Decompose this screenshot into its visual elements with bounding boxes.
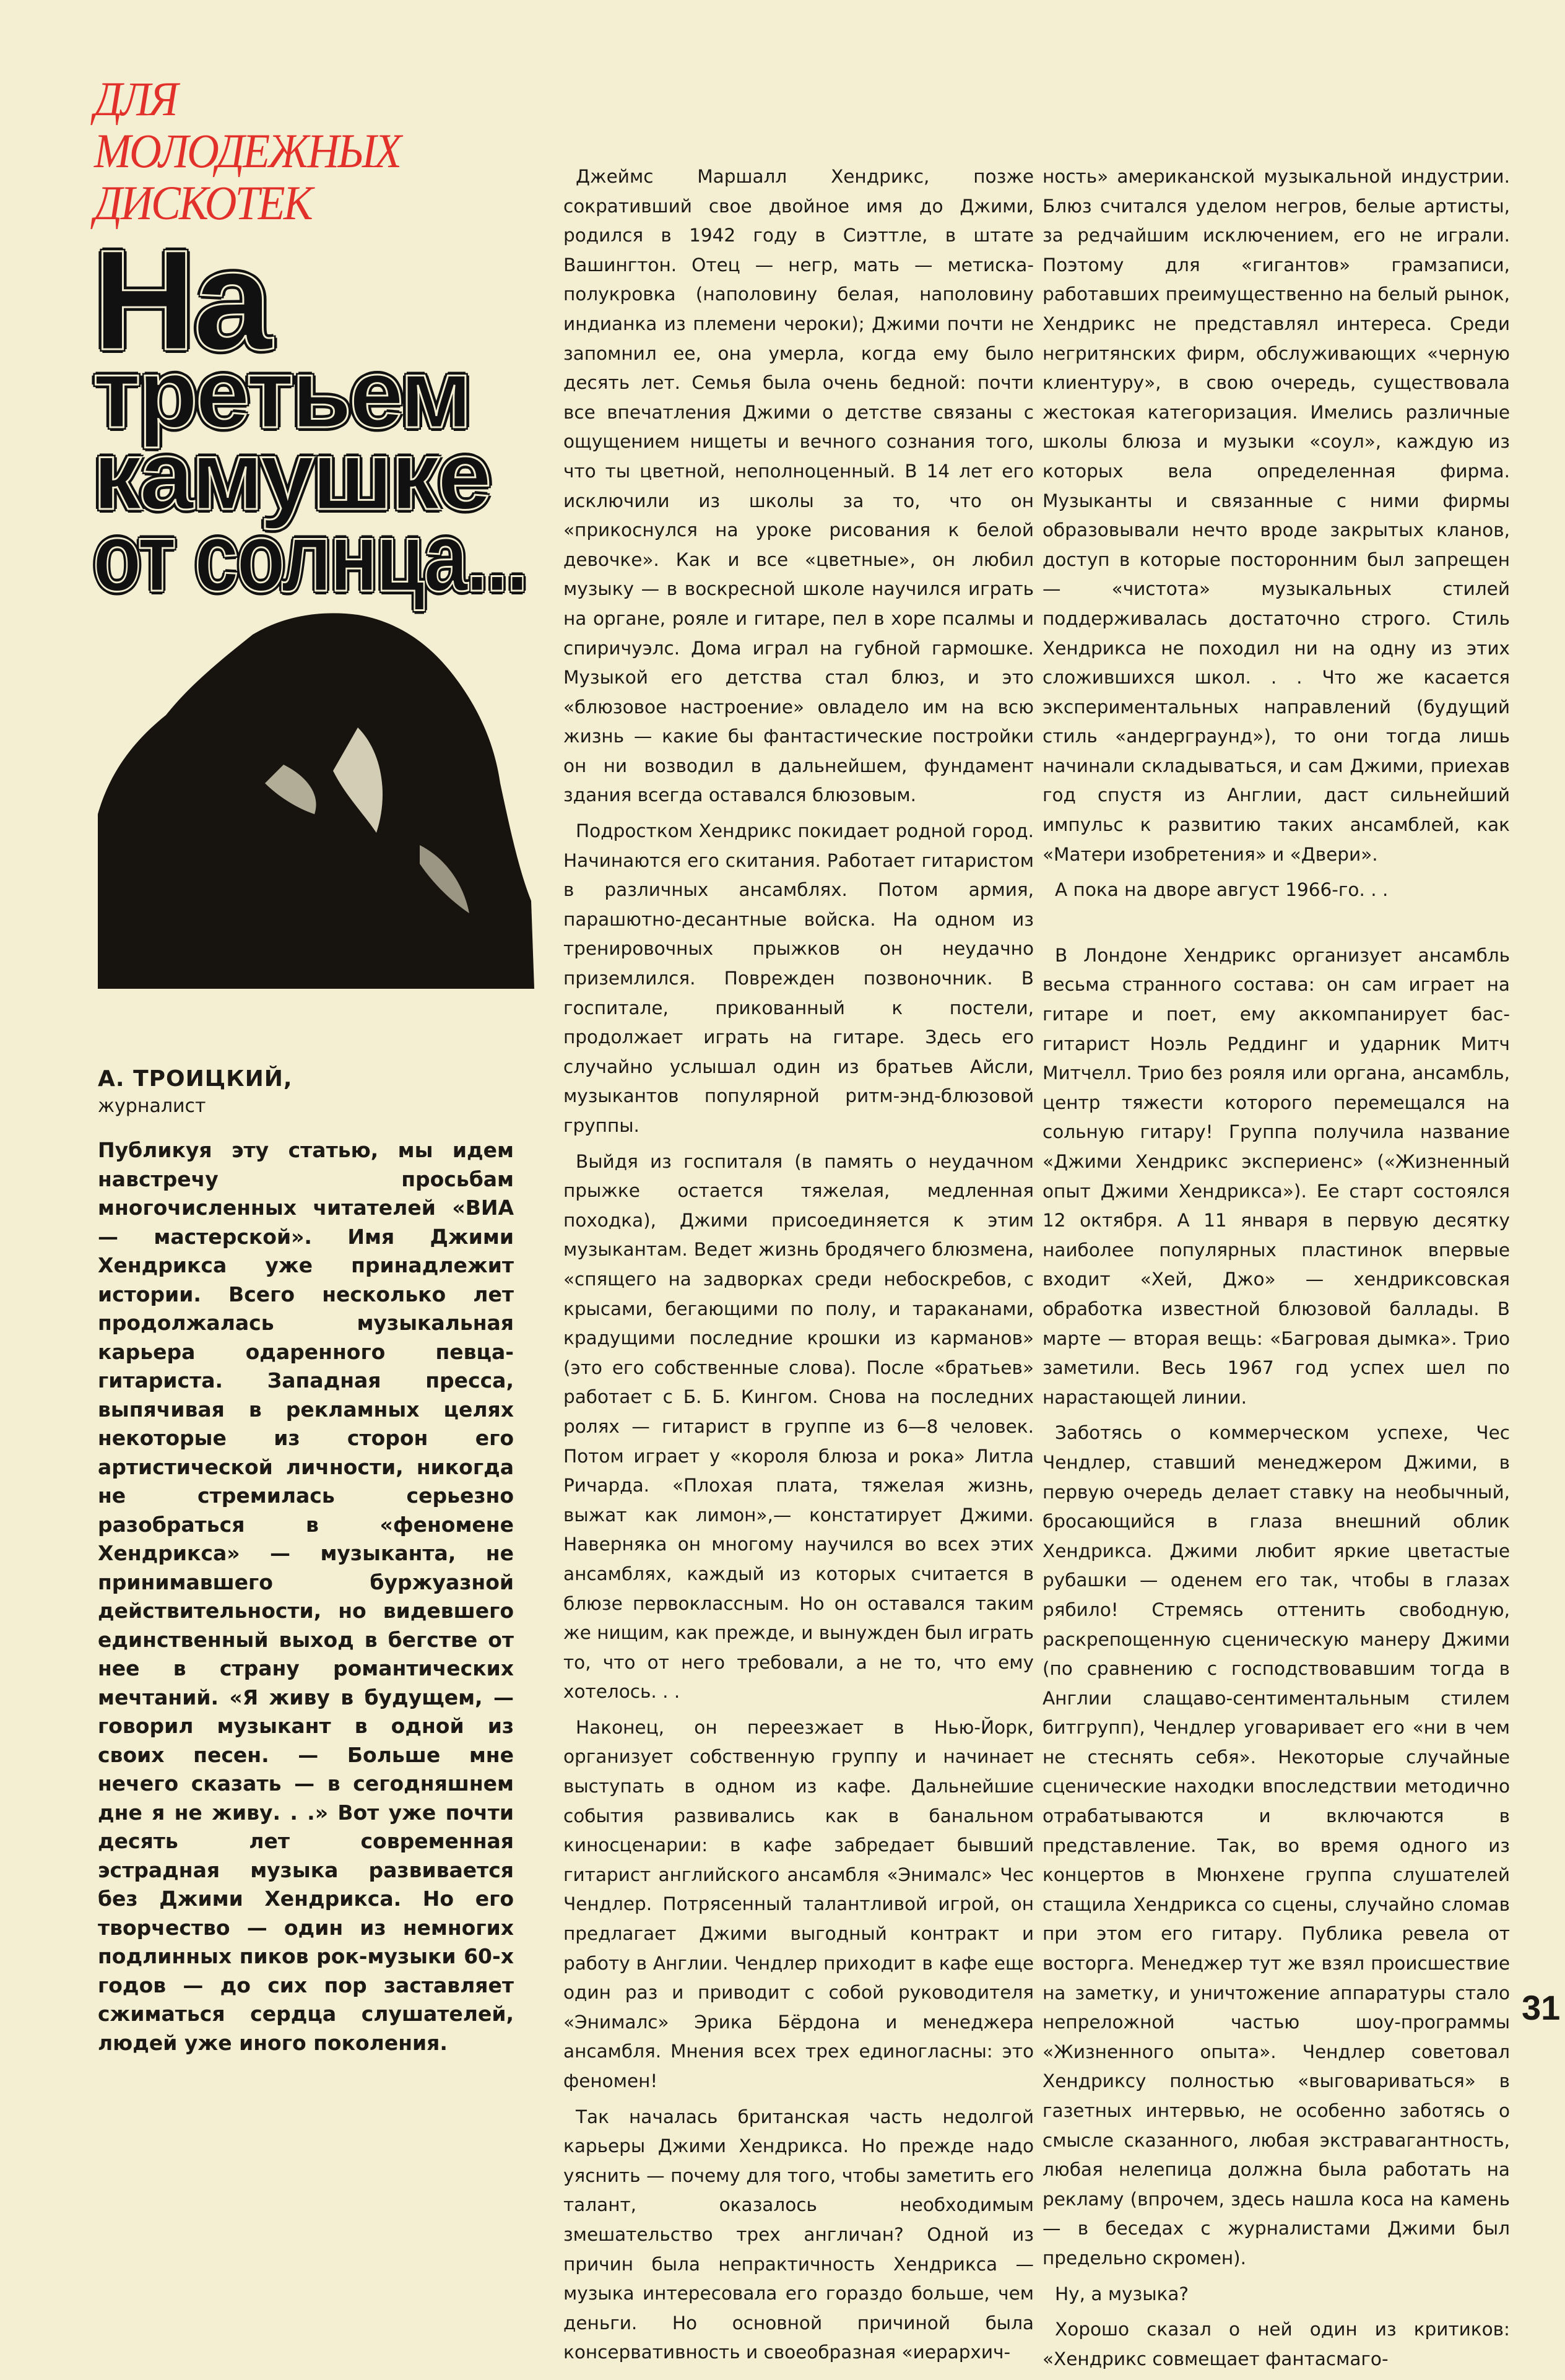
paragraph: Выйдя из госпиталя (в память о неудачном прыжке остается тяжелая, медленная походка), Джими присоединяется к этим музыкантам. Ведет жизнь бродячего блюзмена, «спящего на задворках среди небоскребов, с крысами, бегающими по полу, и тараканами, крадущими последние крошки из карманов» (это его собственные слова). После «братьев» работает с Б. Б. Кингом. Снова на последних ролях — гитарист в группе из 6—8 человек. Потом играет у «короля блюза и рока» Литла Ричарда. «Плохая плата, тяжелая жизнь, выжат как лимон»,— констатирует Джими. Наверняка он многому научился во всех этих ансамблях, каждый из которых считается в блюзе первоклассным. Но он оставался таким же нищим, как прежде, и вынужден был играть то, что от него требовали, а не то, что ему хотелось. . .	[563, 1150, 1034, 1703]
paragraph: ность» американской музыкальной индустрии. Блюз считался уделом негров, белые артисты, за редчайшим исключением, его не играли. Поэтому для «гигантов» грамзаписи, работавших преимущественно на белый рынок, Хендрикс не представлял интереса. Среди негритянских фирм, обслуживающих «черную клиентуру», в свою очередь, существовала жестокая категоризация. Имелись различные школы блюза и музыки «соул», каждую из которых вела определенная фирма. Музыканты и связанные с ними фирмы образовывали нечто вроде закрытых кланов, доступ в которые посторонним был запрещен — «чистота» музыкальных стилей поддерживалась достаточно строго. Стиль Хендрикса не походил ни на одну из этих сложившихся школ. . . Что же касается экспериментальных направлений (будущий стиль «андерграунд»), то они тогда лишь начинали складываться, и сам Джими, приехав год спустя из Англии, даст сильнейший импульс к развитию таких ансамблей, как «Матери изобретения» и «Двери».	[1043, 166, 1510, 865]
paragraph: В Лондоне Хендрикс организует ансамбль весьма странного состава: он сам играет на гитаре и поет, ему аккомпанирует бас-гитарист Ноэль Реддинг и ударник Митч Митчелл. Трио без рояля или органа, ансамбль, центр тяжести которого перемещался на сольную гитару! Группа получила название «Джими Хендрикс экспериенс» («Жизненный опыт Джими Хендрикса»). Ее старт состоялся 12 октября. А 11 января в первую десятку наиболее популярных пластинок впервые входит «Хей, Джо» — хендриксовская обработка известной блюзовой баллады. В марте — вторая вещь: «Багровая дымка». Трио заметили. Весь 1967 год успех шел по нарастающей линии.	[1043, 944, 1510, 1408]
portrait-illustration	[98, 610, 534, 989]
paragraph: Так началась британская часть недолгой карьеры Джими Хендрикса. Но прежде надо уяснить — почему для того, чтобы заметить его талант, оказалось необходимым змешательство трех англичан? Одной из причин была непрактичность Хендрикса — музыка интересовала его гораздо больше, чем деньги. Но основной причиной была консервативность и своеобразная «иерархич-	[563, 2106, 1034, 2363]
title-line-text: от солнца...	[93, 503, 526, 612]
author-role: журналист	[98, 1095, 206, 1117]
author-name: А. ТРОИЦКИЙ,	[98, 1066, 293, 1092]
paragraph: Ну, а музыка?	[1055, 2283, 1189, 2304]
title-line-text: На	[93, 220, 271, 380]
paragraph: Хорошо сказал о ней один из критиков: «Хендрикс совмещает фантасмаго-	[1043, 2319, 1510, 2369]
rubric-line: МОЛОДЕЖНЫХ	[94, 124, 401, 178]
paragraph: Подростком Хендрикс покидает родной город. Начинаются его скитания. Работает гитаристом в различных ансамблях. Потом армия, парашютно-десантные войска. На одном из тренировочных прыжков он неудачно приземлился. Поврежден позвоночник. В госпитале, прикованный к постели, продолжает играть на гитаре. Здесь его случайно услышал один из братьев Айсли, музыкантов популярной ритм-энд-блюзовой группы.	[563, 820, 1034, 1136]
section-rubric	[94, 73, 447, 229]
article-column-right	[1043, 162, 1510, 2380]
portrait-silhouette	[98, 613, 534, 989]
article-title	[93, 220, 534, 612]
paragraph: Джеймс Маршалл Хендрикс, позже сокративший свое двойное имя до Джими, родился в 1942 году в Сиэттле, в штате Вашингтон. Отец — негр, мать — метиска-полукровка (наполовину белая, наполовину индианка из племени чероки); Джими почти не запомнил ее, она умерла, когда ему было десять лет. Семья была очень бедной: почти все впечатления Джими о детстве связаны с ощущением нищеты и вечного сознания того, что ты цветной, неполноценный. В 14 лет его исключили из школы за то, что он «прикоснулся на уроке рисования к белой девочке». Как и все «цветные», он любил музыку — в воскресной школе научился играть на органе, рояле и гитаре, пел в хоре псалмы и спиричуэлс. Дома играл на губной гармошке. Музыкой его детства стал блюз, и это «блюзовое настроение» овладело им на всю жизнь — какие бы фантастические постройки он ни возводил в дальнейшем, фундамент здания всегда оставался блюзовым.	[563, 166, 1034, 806]
title-line-text: камушке	[93, 421, 490, 530]
paragraph: А пока на дворе август 1966-го. . .	[1055, 879, 1389, 901]
page-number: 31	[1522, 1988, 1561, 2027]
title-line	[93, 220, 534, 380]
paragraph: Заботясь о коммерческом успехе, Чес Чендлер, ставший менеджером Джими, в первую очередь делает ставку на необычный, бросающийся в глаза внешний облик Хендрикса. Джими любит яркие цветастые рубашки — оденем его так, чтобы в глазах рябило! Стремясь оттенить свободную, раскрепощенную сценическую манеру Джими (по сравнению с господствовавшим тогда в Англии слащаво-сентиментальным стилем битгрупп), Чендлер уговаривает его «ни в чем не стеснять себя». Некоторые случайные сценические находки впоследствии методично отрабатываются и включаются в представление. Так, во время одного из концертов в Мюнхене группа слушателей стащила Хендрикса со сцены, случайно сломав при этом его гитару. Публика ревела от восторга. Менеджер тут же взял происшествие на заметку, и уничтожение аппаратуры стало непреложной частью шоу-программы «Жизненного опыта». Чендлер советовал Хендриксу полностью «выговариваться» в газетных интервью, не особенно заботясь о смысле сказанного, любая экстравагантность, любая нелепица должна была работать на рекламу (впрочем, здесь нашла коса на камень — в беседах с журналистами Джими был предельно скромен).	[1043, 1422, 1510, 2269]
lead-paragraph: Публикуя эту статью, мы идем навстречу просьбам многочисленных читателей «ВИА — мастерской». Имя Джими Хендрикса уже принадлежит истории. Всего несколько лет продолжалась музыкальная карьера одаренного певца-гитариста. Западная пресса, выпячивая в рекламных целях некоторые из сторон его артистической личности, никогда не стремилась серьезно разобраться в «феномене Хендрикса» — музыканта, не принимавшего буржуазной действительности, но видевшего единственный выход в бегстве от нее в страну романтических мечтаний. «Я живу в будущем, — говорил музыкант в одной из своих песен. — Больше мне нечего сказать — в сегодняшнем дне я не живу. . .» Вот уже почти десять лет современная эстрадная музыка развивается без Джими Хендрикса. Но его творчество — один из немногих подлинных пиков рок-музыки 60-х годов — до сих пор заставляет сжиматься сердца слушателей, людей уже иного поколения.	[98, 1138, 514, 2055]
section-break	[1043, 911, 1510, 941]
rubric-line: ДЛЯ	[94, 72, 177, 126]
title-line	[93, 503, 534, 612]
paragraph: Наконец, он переезжает в Нью-Йорк, организует собственную группу и начинает выступать в одном из кафе. Дальнейшие события развивались как в банальном киносценарии: в кафе забредает бывший гитарист английского ансамбля «Энималс» Чес Чендлер. Потрясенный талантливой игрой, он предлагает Джими выгодный контракт и работу в Англии. Чендлер приходит в кафе еще один раз и приводит с собой руководителя «Энималс» Эрика Бёрдона и менеджера ансамбля. Мнения всех трех единогласны: это феномен!	[563, 1716, 1034, 2091]
article-column-middle	[563, 162, 1034, 2374]
title-line-text: третьем	[93, 339, 470, 448]
rubric-line: ДИСКОТЕК	[94, 176, 311, 230]
author-byline	[98, 1066, 293, 1117]
